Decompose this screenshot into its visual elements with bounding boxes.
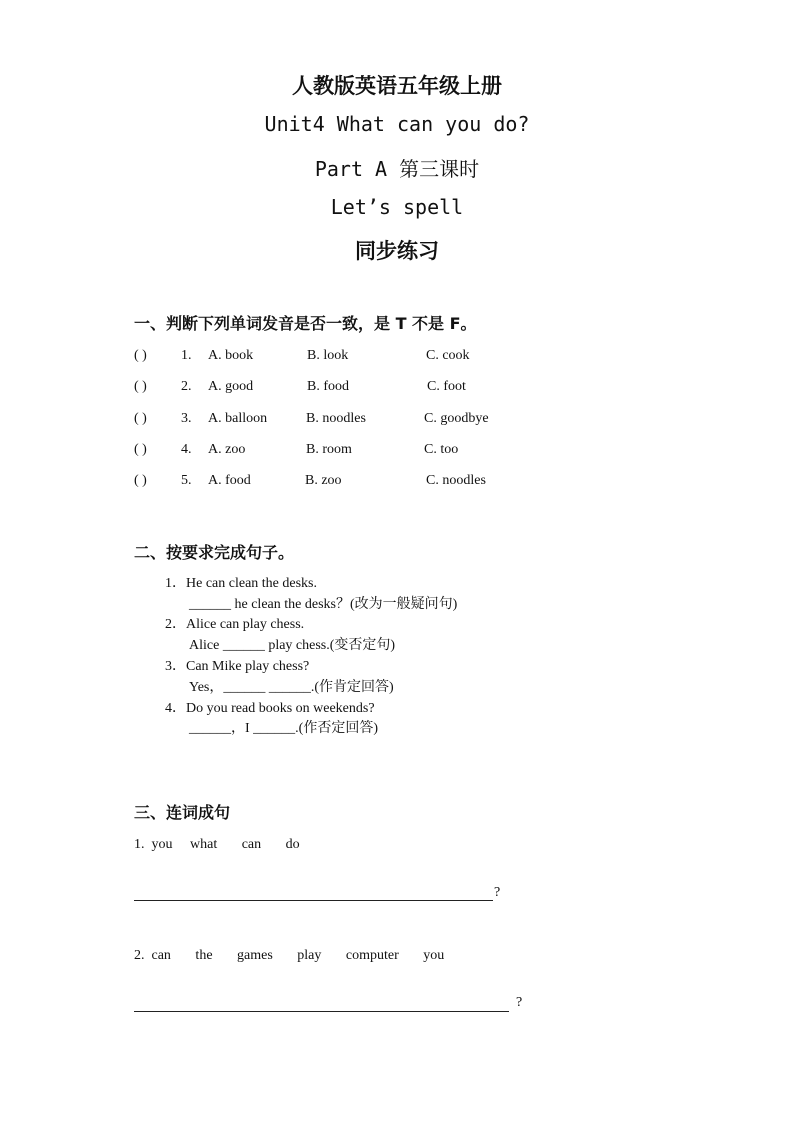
answer-paren[interactable]: ( ) <box>134 379 147 394</box>
item-number: 3. <box>181 411 192 426</box>
option-b: B. look <box>307 348 349 363</box>
answer-paren[interactable]: ( ) <box>134 473 147 488</box>
section2-heading: 二、按要求完成句子。 <box>134 543 295 562</box>
unit-title: Unit4 What can you do? <box>264 112 530 136</box>
option-c: C. goodbye <box>424 411 489 426</box>
option-c: C. foot <box>427 379 466 394</box>
answer-line-2[interactable] <box>134 1011 509 1012</box>
option-c: C. noodles <box>426 473 486 488</box>
option-b: B. zoo <box>305 473 342 488</box>
sentence-prompt: 4．Do you read books on weekends? <box>165 701 375 716</box>
item-number: 4. <box>181 442 192 457</box>
sentence-answer[interactable]: Alice ______ play chess.(变否定句) <box>189 638 396 653</box>
sentence-prompt: 1．He can clean the desks. <box>165 576 317 591</box>
exercise-title: 同步练习 <box>355 239 439 263</box>
answer-paren[interactable]: ( ) <box>134 348 147 363</box>
lesson-title: Let’s spell <box>330 195 464 219</box>
sentence-prompt: 2．Alice can play chess. <box>165 617 305 632</box>
option-c: C. cook <box>426 348 470 363</box>
option-a: A. zoo <box>208 442 246 457</box>
option-a: A. book <box>208 348 254 363</box>
option-a: A. balloon <box>208 411 268 426</box>
option-b: B. noodles <box>306 411 366 426</box>
item-number: 1. <box>181 348 192 363</box>
question-mark-1: ? <box>494 885 501 900</box>
answer-paren[interactable]: ( ) <box>134 411 147 426</box>
sentence-answer[interactable]: ______，I ______.(作否定回答) <box>189 721 378 736</box>
section1-heading: 一、判断下列单词发音是否一致，是 T 不是 F。 <box>134 314 477 333</box>
item-number: 5. <box>181 473 192 488</box>
scrambled-words-2: 2. can the games play computer you <box>134 948 445 963</box>
page-title: 人教版英语五年级上册 <box>292 74 502 98</box>
answer-line-1[interactable] <box>134 900 493 901</box>
sentence-prompt: 3．Can Mike play chess? <box>165 659 310 674</box>
item-number: 2. <box>181 379 192 394</box>
option-b: B. room <box>306 442 352 457</box>
sentence-answer[interactable]: Yes，______ ______.(作肯定回答) <box>189 680 394 695</box>
option-a: A. food <box>208 473 251 488</box>
answer-paren[interactable]: ( ) <box>134 442 147 457</box>
option-c: C. too <box>424 442 459 457</box>
option-a: A. good <box>208 379 254 394</box>
section3-heading: 三、连词成句 <box>134 803 231 822</box>
question-mark-2: ? <box>516 995 523 1010</box>
scrambled-words-1: 1. you what can do <box>134 837 300 852</box>
sentence-answer[interactable]: ______ he clean the desks？(改为一般疑问句) <box>189 597 458 612</box>
option-b: B. food <box>307 379 349 394</box>
part-title: Part A 第三课时 <box>314 157 480 181</box>
